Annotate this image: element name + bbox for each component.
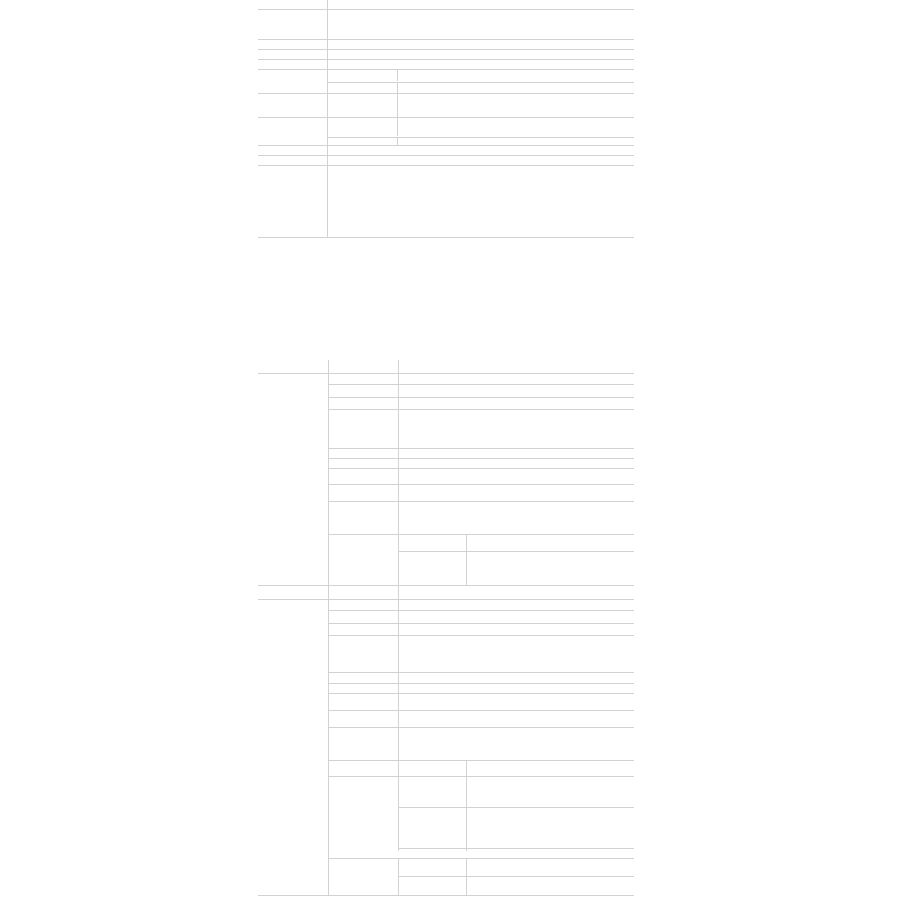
row-label <box>258 0 328 9</box>
general-block-1 <box>258 360 634 586</box>
section-title <box>258 156 328 165</box>
table-row <box>258 70 634 94</box>
row-label <box>258 40 328 49</box>
table-row <box>258 40 634 50</box>
row-value <box>398 137 634 145</box>
row-label <box>258 166 328 237</box>
spec-table <box>258 0 634 238</box>
row-value <box>328 0 634 9</box>
row-sublabel <box>328 82 398 93</box>
row-value <box>328 40 634 49</box>
row-label <box>258 118 328 145</box>
table-row <box>258 156 634 166</box>
table-row <box>258 94 634 118</box>
row-sublabel <box>328 70 398 81</box>
row-label <box>258 60 328 69</box>
row-label <box>258 146 328 155</box>
table-row <box>258 50 634 60</box>
row-label <box>258 50 328 59</box>
table-row <box>258 60 634 70</box>
table-row <box>258 0 634 10</box>
row-value <box>328 146 634 155</box>
display-block <box>258 166 634 238</box>
table-row <box>258 10 634 40</box>
row-sublabel <box>328 118 398 136</box>
table-row <box>258 118 634 146</box>
table-row <box>258 146 634 156</box>
general-block-2 <box>258 586 634 896</box>
row-value <box>398 118 634 127</box>
row-label <box>258 70 328 93</box>
row-sublabel <box>328 94 398 117</box>
row-value <box>328 60 634 69</box>
row-value <box>398 106 634 117</box>
row-label <box>258 94 328 117</box>
row-value <box>398 82 634 93</box>
row-sublabel <box>328 137 398 145</box>
row-value <box>398 94 634 105</box>
row-label <box>258 10 328 39</box>
row-value <box>328 10 634 39</box>
row-value <box>398 128 634 136</box>
row-value <box>398 70 634 81</box>
